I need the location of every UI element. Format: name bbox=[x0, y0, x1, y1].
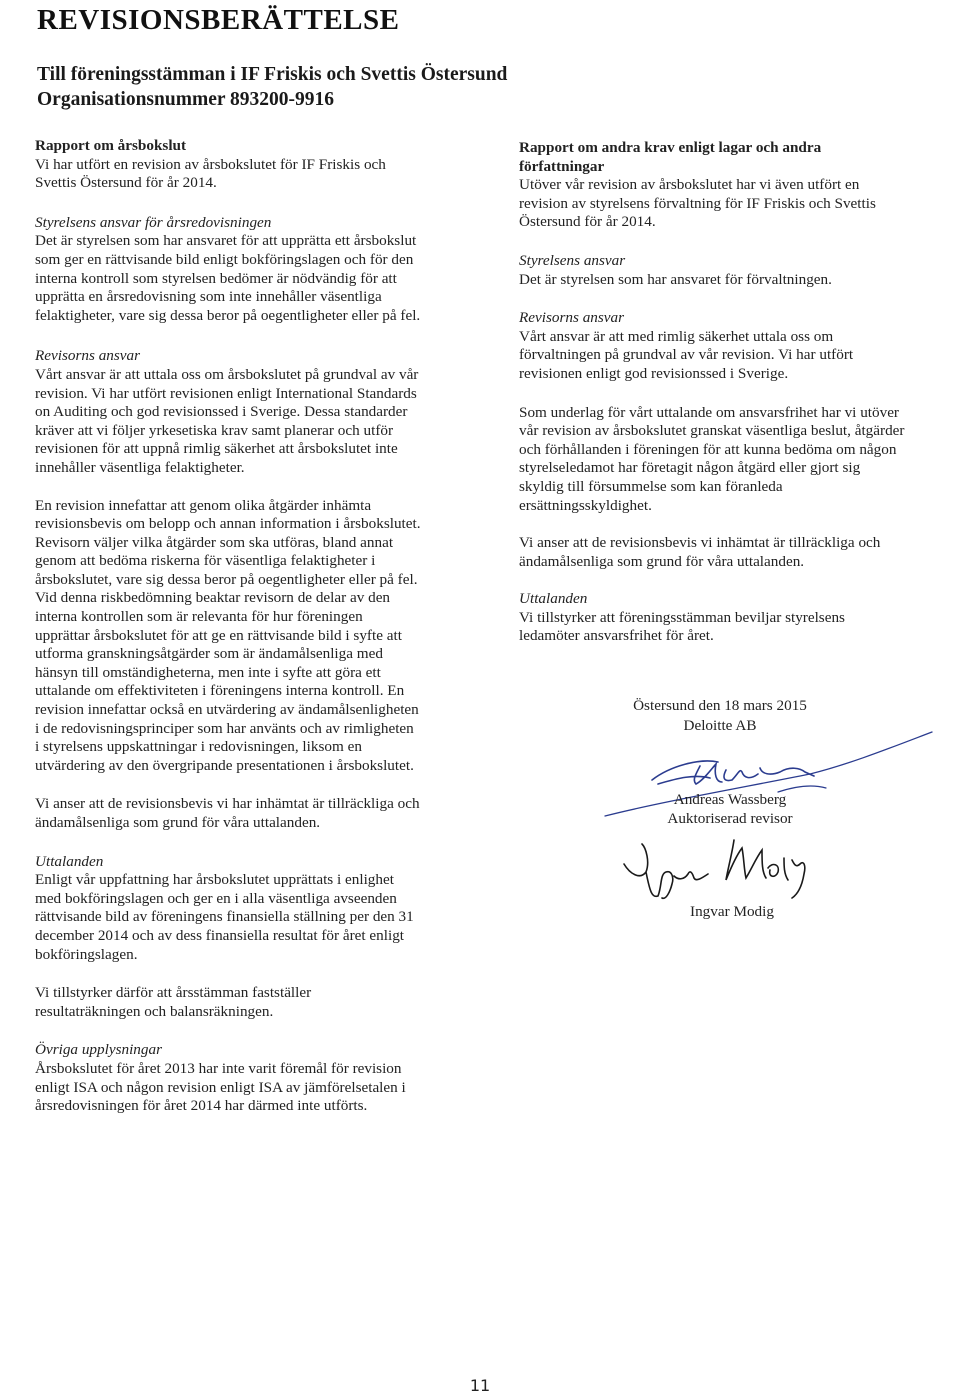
rapport-heading: Rapport om årsbokslut bbox=[35, 137, 187, 154]
styrelsens-ansvar-paragraph: Det är styrelsen som har ansvaret för förvaltningen. bbox=[519, 270, 832, 288]
underlag-paragraph: Som underlag för vårt uttalande om ansvarsfrihet har vi utöver vår revision av årsbokslutet granskat väsentliga beslut, åtgärder och förhållanden i föreningen för att kunna bedöma om någon styrelseledamot har företagit någon åtgärd eller gjort sig skyldig till försummelse som kan föranleda ersättningsskyldighet. bbox=[519, 403, 905, 514]
firm-name: Deloitte AB bbox=[683, 717, 757, 734]
right-uttalanden-paragraph: Vi tillstyrker att föreningsstämman beviljar styrelsens ledamöter ansvarsfrihet för året. bbox=[519, 608, 845, 645]
revisorns-heading: Revisorns ansvar bbox=[35, 347, 141, 365]
addressee: Till föreningsstämman i IF Friskis och Svettis Östersund bbox=[37, 64, 508, 85]
signer1-name: Andreas Wassberg bbox=[673, 791, 787, 808]
rapport-andra-krav-paragraph: Utöver vår revision av årsbokslutet har vi även utfört en revision av styrelsens förvaltning för IF Friskis och Svettis Östersund för år 2014. bbox=[519, 176, 876, 231]
uttalanden-paragraph: Enligt vår uppfattning har årsbokslutet upprättats i enlighet med bokföringslagen och ger en i alla väsentliga avseenden rättvisande bild av föreningens finansiella ställning per den 31 december 2014 och av dess finansiella resultat för året enligt bokföringslagen. bbox=[35, 871, 414, 963]
signature-ingvar-modig bbox=[616, 834, 826, 904]
right-bevis-paragraph: Vi anser att de revisionsbevis vi inhämtat är tillräckliga och ändamålsenliga som grund för våra uttalanden. bbox=[519, 534, 881, 570]
styrelsen-heading: Styrelsens ansvar för årsredovisningen bbox=[35, 213, 272, 231]
styrelsens-ansvar-heading: Styrelsens ansvar bbox=[519, 251, 626, 269]
signer2-name: Ingvar Modig bbox=[690, 903, 774, 920]
uttalanden-heading: Uttalanden bbox=[35, 852, 104, 870]
ovriga-heading: Övriga upplysningar bbox=[35, 1041, 162, 1059]
document-title: REVISIONSBERÄTTELSE bbox=[37, 4, 400, 36]
page-number: 11 bbox=[469, 1376, 491, 1395]
right-uttalanden-heading: Uttalanden bbox=[519, 590, 588, 608]
right-column bbox=[519, 139, 939, 646]
rapport-paragraph: Vi har utfört en revision av årsbokslutet för IF Friskis och Svettis Östersund för år 2014. bbox=[35, 155, 386, 192]
ovriga-paragraph: Årsbokslutet för året 2013 har inte varit föremål för revision enligt ISA och någon revision enligt ISA av jämförelsetalen i årsredovisningen för året 2014 har därmed inte utförts. bbox=[35, 1059, 406, 1115]
revisorns-ansvar-heading: Revisorns ansvar bbox=[519, 309, 625, 327]
left-column bbox=[35, 137, 465, 1116]
place-date: Östersund den 18 mars 2015 bbox=[633, 697, 807, 714]
bevis-paragraph: Vi anser att de revisionsbevis vi har inhämtat är tillräckliga och ändamålsenliga som grund för våra uttalanden. bbox=[35, 795, 420, 831]
signer1-title: Auktoriserad revisor bbox=[667, 810, 793, 827]
revisorns-paragraph: Vårt ansvar är att uttala oss om årsbokslutet på grundval av vår revision. Vi har utfört revisionen enligt International Standards on Auditing och god revisionssed i Sverige. Dessa standarder kräver att vi följer yrkesetiska krav samt planerar och utför revisionen för att uppnå rimlig säkerhet att årsbokslutet inte innehåller väsentliga felaktigheter. bbox=[35, 365, 419, 476]
revisorns-ansvar-paragraph: Vårt ansvar är att med rimlig säkerhet uttala oss om förvaltningen på grundval av vår revision. Vi har utfört revisionen enligt god revisionssed i Sverige. bbox=[519, 327, 854, 382]
revision-paragraph: En revision innefattar att genom olika åtgärder inhämta revisionsbevis om belopp och annan information i årsbokslutet. Revisorn väljer vilka åtgärder som ska utföras, bland annat genom att bedöma riskerna för väsentliga felaktigheter i årsbokslutet, vare sig dessa beror på oegentligheter eller på fel. Vid denna riskbedömning beaktar revisorn de delar av den interna kontrollen som är relevanta för hur föreningen upprättar årsbokslutet för att ge en rättvisande bild i syfte att utforma granskningsåtgärder som är ändamålsenliga med hänsyn till omständigheterna, men inte i syfte att göra ett uttalande om effektiviteten i föreningens interna kontroll. En revision innefattar också en utvärdering av ändamålsenligheten i de redovisningsprinciper som har använts och av rimligheten i styrelsens uppskattningar i redovisningen, liksom en utvärdering av den övergripande presentationen i årsbokslutet. bbox=[35, 496, 421, 774]
rapport-andra-krav-heading: Rapport om andra krav enligt lagar och andra författningar bbox=[519, 139, 822, 175]
tillstyrker-paragraph: Vi tillstyrker därför att årsstämman fastställer resultaträkningen och balansräkningen. bbox=[35, 984, 312, 1020]
organisation-number: Organisationsnummer 893200-9916 bbox=[37, 89, 335, 110]
styrelsen-paragraph: Det är styrelsen som har ansvaret för att upprätta ett årsbokslut som ger en rättvisande bild enligt bokföringslagen och för den interna kontroll som styrelsen bedömer är nödvändig för att upprätta en årsredovisning som inte innehåller väsentliga felaktigheter, vare sig dessa beror på oegentligheter eller på fel. bbox=[35, 232, 421, 324]
